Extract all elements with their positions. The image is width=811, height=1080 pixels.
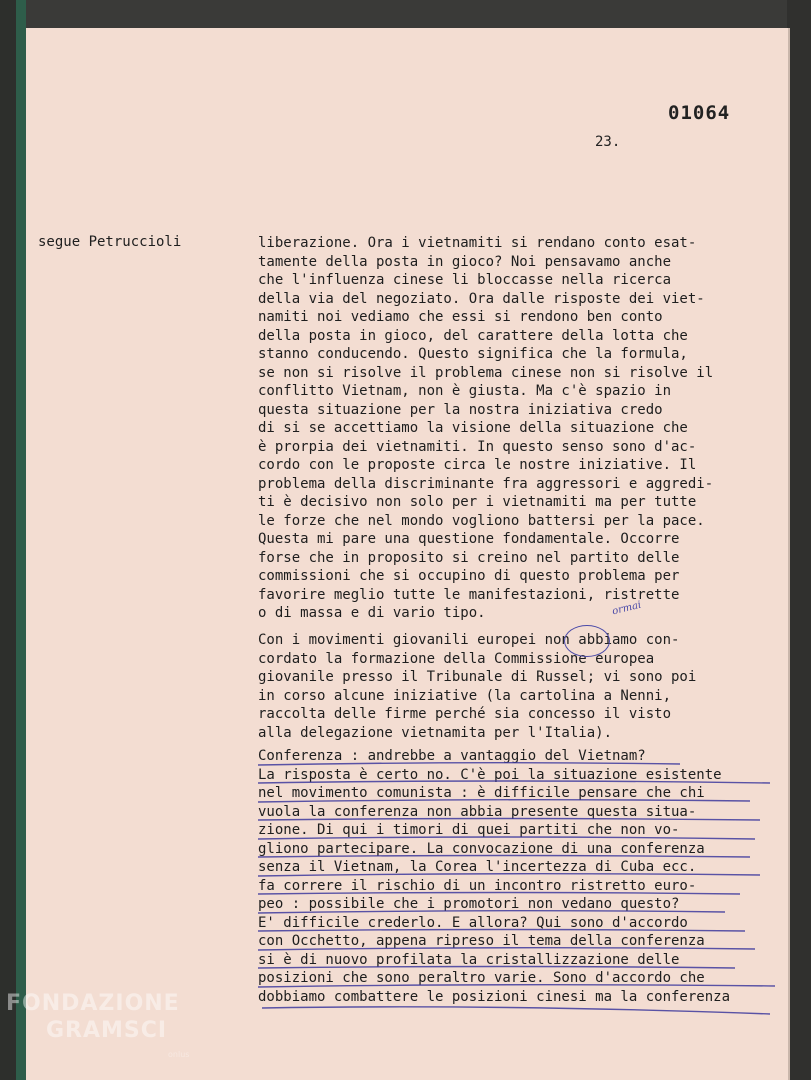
text-line: zione. Di qui i timori di quei partiti che non vo- xyxy=(258,822,680,838)
text-line: vuola la conferenza non abbia presente questa situa- xyxy=(258,803,697,820)
text-line: commissioni che si occupino di questo problema per xyxy=(258,568,680,584)
paragraph-3 xyxy=(258,747,730,1006)
text-line: questa situazione per la nostra iniziativa credo xyxy=(258,401,663,418)
text-line: se non si risolve il problema cinese non si risolve il xyxy=(258,364,714,381)
text-line: posizioni che sono peraltro varie. Sono d'accordo che xyxy=(258,970,705,986)
text-line: stanno conducendo. Questo significa che la formula, xyxy=(258,346,688,362)
handwritten-circle xyxy=(564,625,610,657)
text-line: si è di nuovo profilata la cristallizzazione delle xyxy=(258,951,680,968)
text-line: giovanile presso il Tribunale di Russel; vi sono poi xyxy=(258,669,697,685)
text-line: conflitto Vietnam, non è giusta. Ma c'è spazio in xyxy=(258,383,672,399)
right-background xyxy=(787,0,811,1080)
text-line: le forze che nel mondo vogliono battersi per la pace. xyxy=(258,512,705,529)
page-number: 23. xyxy=(595,134,621,150)
handwritten-note: ormai xyxy=(611,599,643,618)
text-line: dobbiamo combattere le posizioni cinesi ma la conferenza xyxy=(258,988,731,1005)
text-line: è prorpia dei vietnamiti. In questo senso sono d'ac- xyxy=(258,438,697,455)
text-line: in corso alcune iniziative (la cartolina a Nenni, xyxy=(258,687,672,704)
text-line: che l'influenza cinese li bloccasse nella ricerca xyxy=(258,272,672,288)
watermark-logo: GRAMSCI xyxy=(46,1018,168,1043)
text-line: gliono partecipare. La convocazione di una conferenza xyxy=(258,840,705,857)
text-line: ti è decisivo non solo per i vietnamiti ma per tutte xyxy=(258,494,697,510)
text-line: raccolta delle firme perché sia concesso il visto xyxy=(258,706,672,722)
text-line: problema della discriminante fra aggressori e aggredi- xyxy=(258,475,714,492)
document-number: 01064 xyxy=(668,102,731,124)
text-line: tamente della posta in gioco? Noi pensavamo anche xyxy=(258,253,672,270)
text-line: Conferenza : andrebbe a vantaggio del Vietnam? xyxy=(258,748,646,764)
text-line: cordato la formazione della Commissione europea xyxy=(258,650,655,667)
text-line: cordo con le proposte circa le nostre iniziative. Il xyxy=(258,457,697,473)
text-line: Questa mi pare una questione fondamentale. Occorre xyxy=(258,531,680,547)
binder-spine xyxy=(16,0,26,1080)
text-line: della posta in gioco, del carattere della lotta che xyxy=(258,327,688,344)
paragraph-2 xyxy=(258,631,696,742)
text-line: forse che in proposito si creino nel partito delle xyxy=(258,549,680,566)
text-line: E' difficile crederlo. E allora? Qui sono d'accordo xyxy=(258,914,688,931)
speaker-label: segue Petruccioli xyxy=(38,234,182,250)
text-line: favorire meglio tutte le manifestazioni, ristrette xyxy=(258,586,680,603)
text-line: della via del negoziato. Ora dalle risposte dei viet- xyxy=(258,290,705,307)
text-line: Con i movimenti giovanili europei non abbiamo con- xyxy=(258,632,680,648)
text-line: di si se accettiamo la visione della situazione che xyxy=(258,420,688,436)
text-line: o di massa e di vario tipo. xyxy=(258,605,486,621)
watermark-logo: onlus xyxy=(168,1050,190,1059)
text-line: con Occhetto, appena ripreso il tema della conferenza xyxy=(258,933,705,949)
text-line: alla delegazione vietnamita per l'Italia). xyxy=(258,724,613,741)
text-line: namiti noi vediamo che essi si rendono ben conto xyxy=(258,309,663,325)
text-line: La risposta è certo no. C'è poi la situazione esistente xyxy=(258,766,722,783)
text-line: liberazione. Ora i vietnamiti si rendano conto esat- xyxy=(258,235,697,251)
text-line: senza il Vietnam, la Corea l'incertezza di Cuba ecc. xyxy=(258,859,697,875)
text-line: peo : possibile che i promotori non vedano questo? xyxy=(258,896,680,912)
watermark-logo: FONDAZIONE xyxy=(6,991,180,1016)
text-line: nel movimento comunista : è difficile pensare che chi xyxy=(258,785,705,801)
text-line: fa correre il rischio di un incontro ristretto euro- xyxy=(258,877,697,894)
paragraph-1 xyxy=(258,234,713,623)
